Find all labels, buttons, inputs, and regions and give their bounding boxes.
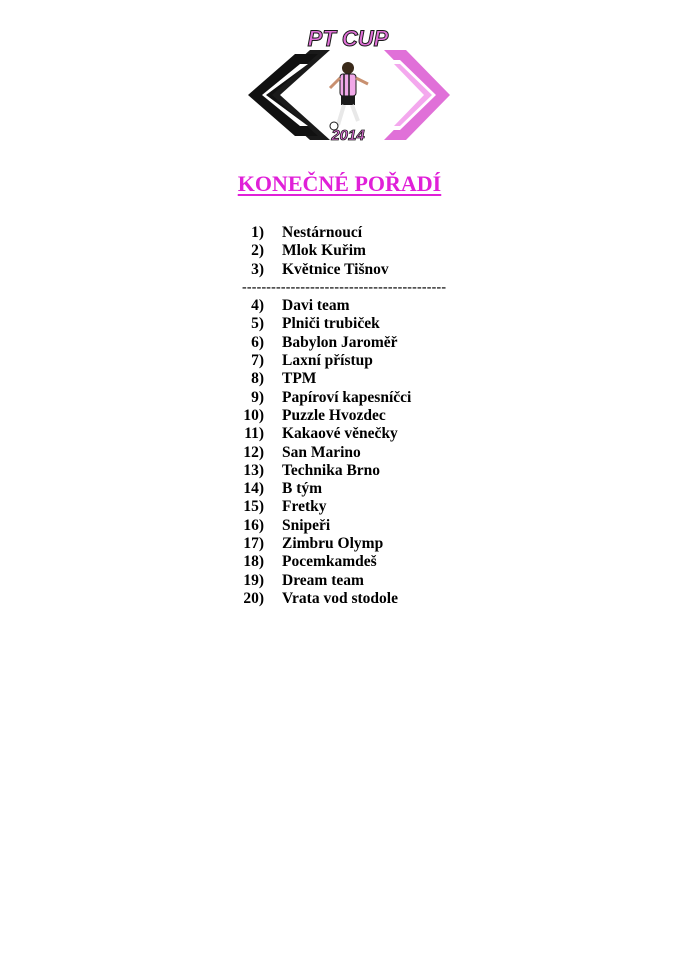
standing-team: Pocemkamdeš bbox=[282, 553, 377, 571]
standing-team: Snipeři bbox=[282, 516, 331, 534]
standing-row bbox=[236, 389, 466, 407]
logo-year-text: 2014 bbox=[331, 127, 365, 144]
standing-rank: 9) bbox=[251, 388, 264, 406]
standing-team: TPM bbox=[282, 370, 317, 388]
standing-rank: 3) bbox=[251, 260, 264, 278]
standing-row bbox=[236, 425, 466, 443]
standing-row bbox=[236, 242, 466, 260]
standing-row bbox=[236, 407, 466, 425]
standing-row bbox=[236, 517, 466, 535]
standing-team: Dream team bbox=[282, 571, 364, 589]
standings-list bbox=[236, 224, 466, 608]
standing-rank: 6) bbox=[251, 333, 264, 351]
standing-team: Kakaové věnečky bbox=[282, 425, 398, 443]
standing-row bbox=[236, 444, 466, 462]
standing-rank: 13) bbox=[243, 461, 264, 479]
standing-rank: 8) bbox=[251, 370, 264, 388]
standing-row bbox=[236, 572, 466, 590]
standing-team: Plniči trubiček bbox=[282, 315, 380, 333]
standing-rank: 7) bbox=[251, 352, 264, 370]
standing-rank: 14) bbox=[243, 480, 264, 498]
standing-row bbox=[236, 480, 466, 498]
standing-team: Puzzle Hvozdec bbox=[282, 406, 386, 424]
remaining-list bbox=[236, 297, 466, 608]
standing-team: Laxní přístup bbox=[282, 352, 373, 370]
standing-row bbox=[236, 590, 466, 608]
standing-team: Vrata vod stodole bbox=[282, 589, 398, 607]
standing-row bbox=[236, 462, 466, 480]
standing-team: Davi team bbox=[282, 297, 350, 315]
pt-cup-logo bbox=[240, 22, 454, 150]
standing-team: San Marino bbox=[282, 443, 361, 461]
standing-team: Zimbru Olymp bbox=[282, 535, 384, 553]
page-title: KONEČNÉ POŘADÍ bbox=[237, 171, 442, 196]
logo-graphic bbox=[240, 22, 454, 150]
standing-rank: 19) bbox=[243, 571, 264, 589]
logo-cup-text: PT CUP bbox=[307, 26, 389, 51]
standing-row bbox=[236, 352, 466, 370]
standing-row bbox=[236, 553, 466, 571]
standing-rank: 18) bbox=[243, 553, 264, 571]
football-player-icon bbox=[330, 62, 368, 130]
standing-row bbox=[236, 224, 466, 242]
standing-team: Technika Brno bbox=[282, 461, 381, 479]
standing-team: Babylon Jaroměř bbox=[282, 333, 398, 351]
standing-row bbox=[236, 315, 466, 333]
standing-rank: 20) bbox=[243, 589, 264, 607]
standing-team: Papíroví kapesníčci bbox=[282, 388, 412, 406]
standing-row bbox=[236, 261, 466, 279]
standing-row bbox=[236, 297, 466, 315]
top-three-list bbox=[236, 224, 466, 279]
standing-rank: 5) bbox=[251, 315, 264, 333]
standing-rank: 12) bbox=[243, 443, 264, 461]
standing-rank: 11) bbox=[244, 425, 264, 443]
standing-team: Mlok Kuřim bbox=[282, 242, 366, 260]
right-chevron-icon bbox=[384, 50, 450, 140]
standing-team: Nestárnoucí bbox=[282, 224, 363, 241]
standing-rank: 15) bbox=[243, 498, 264, 516]
standing-row bbox=[236, 334, 466, 352]
standing-row bbox=[236, 535, 466, 553]
standing-rank: 2) bbox=[251, 242, 264, 260]
standing-row bbox=[236, 370, 466, 388]
standing-rank: 16) bbox=[243, 516, 264, 534]
standing-team: Fretky bbox=[282, 498, 327, 516]
separator-line: ------------------------------------------ bbox=[242, 279, 447, 295]
standing-rank: 10) bbox=[243, 406, 264, 424]
standing-team: B tým bbox=[282, 480, 323, 498]
standing-rank: 4) bbox=[251, 297, 264, 315]
standing-row bbox=[236, 498, 466, 516]
left-chevron-icon bbox=[248, 50, 330, 140]
standing-rank: 17) bbox=[243, 535, 264, 553]
standing-rank: 1) bbox=[251, 224, 264, 241]
standing-team: Květnice Tišnov bbox=[282, 260, 389, 278]
